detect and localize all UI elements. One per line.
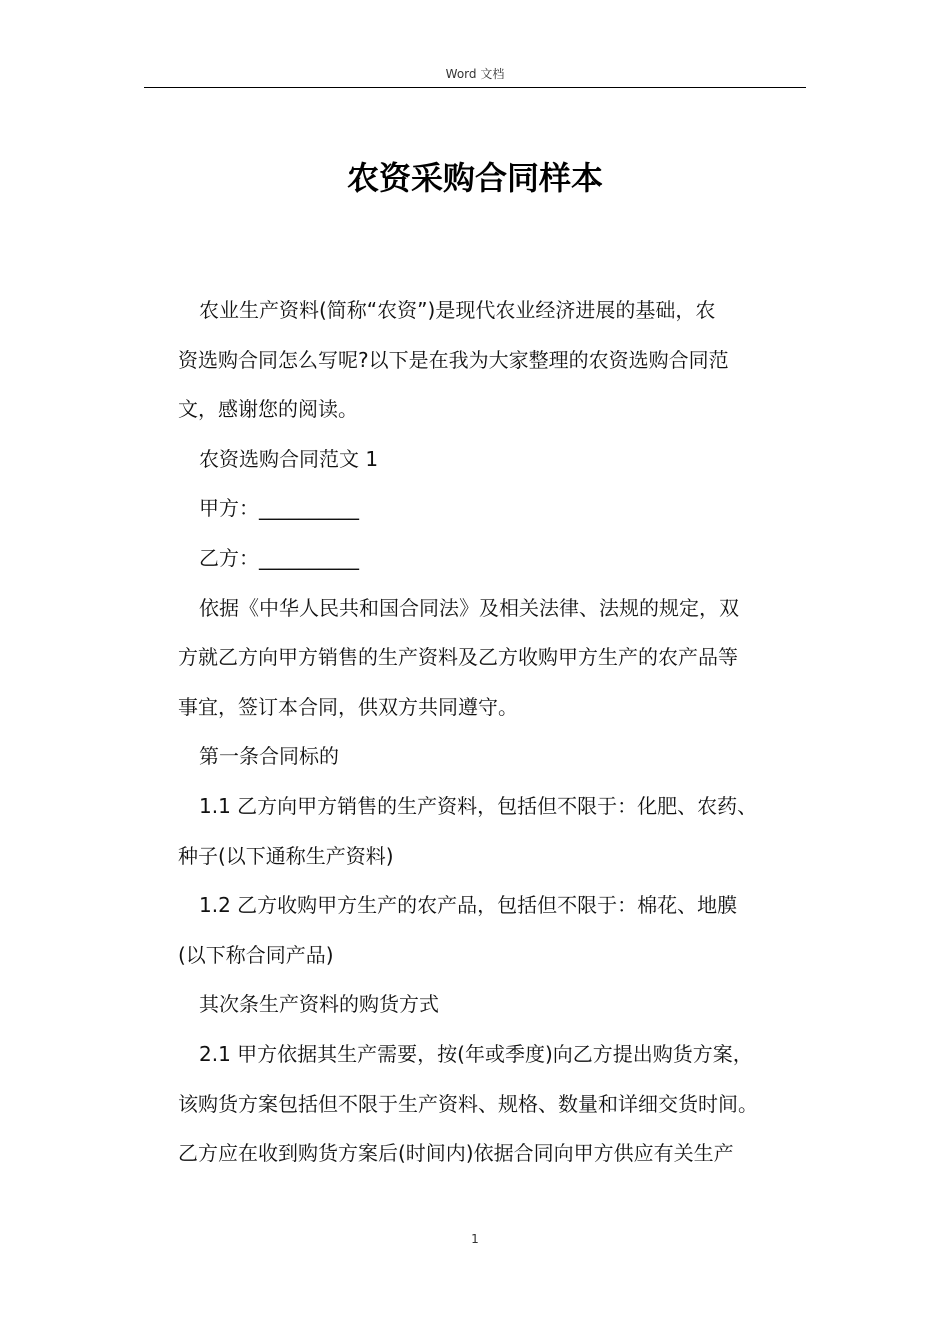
- paragraph-line: (以下称合同产品): [178, 942, 334, 967]
- paragraph: [178, 484, 803, 534]
- paragraph-line: 依据《中华人民共和国合同法》及相关法律、法规的规定，双: [199, 595, 739, 620]
- paragraph-line: 方就乙方向甲方销售的生产资料及乙方收购甲方生产的农产品等: [178, 645, 738, 670]
- paragraph-line: 2.1 甲方依据其生产需要，按(年或季度)向乙方提出购货方案，: [199, 1041, 753, 1066]
- paragraph-line: 资选购合同怎么写呢?以下是在我为大家整理的农资选购合同范: [178, 347, 729, 372]
- paragraph: [178, 286, 803, 435]
- paragraph-line: 1.2 乙方收购甲方生产的农产品，包括但不限于：棉花、地膜: [199, 893, 738, 918]
- paragraph-line: 其次条生产资料的购货方式: [199, 992, 439, 1017]
- paragraph-line: 农资选购合同范文 1: [199, 446, 379, 471]
- page-number: 1: [471, 1232, 479, 1246]
- paragraph-line: 农业生产资料(简称“农资”)是现代农业经济进展的基础，农: [199, 298, 716, 322]
- paragraph: [178, 584, 803, 733]
- page-header: Word 文档: [445, 67, 505, 81]
- paragraph-line: 文，感谢您的阅读。: [178, 397, 358, 422]
- paragraph-line: 乙方：__________: [199, 545, 359, 570]
- paragraph-line: 甲方：__________: [199, 496, 359, 521]
- paragraph-line: 1.1 乙方向甲方销售的生产资料，包括但不限于：化肥、农药、: [199, 793, 758, 818]
- document-title: 农资采购合同样本: [346, 159, 603, 197]
- paragraph: [178, 435, 803, 485]
- paragraph-line: 该购货方案包括但不限于生产资料、规格、数量和详细交货时间。: [178, 1091, 758, 1116]
- paragraph: [178, 881, 803, 980]
- paragraph: [178, 782, 803, 881]
- paragraph: [178, 1030, 803, 1179]
- paragraph: [178, 980, 803, 1030]
- paragraph: [178, 534, 803, 584]
- paragraph-line: 事宜，签订本合同，供双方共同遵守。: [178, 694, 518, 719]
- document-body: [178, 286, 803, 1179]
- paragraph-line: 种子(以下通称生产资料): [178, 843, 394, 868]
- paragraph-line: 第一条合同标的: [199, 744, 339, 769]
- paragraph-line: 乙方应在收到购货方案后(时间内)依据合同向甲方供应有关生产: [178, 1141, 734, 1166]
- header-divider: [144, 87, 806, 88]
- paragraph: [178, 732, 803, 782]
